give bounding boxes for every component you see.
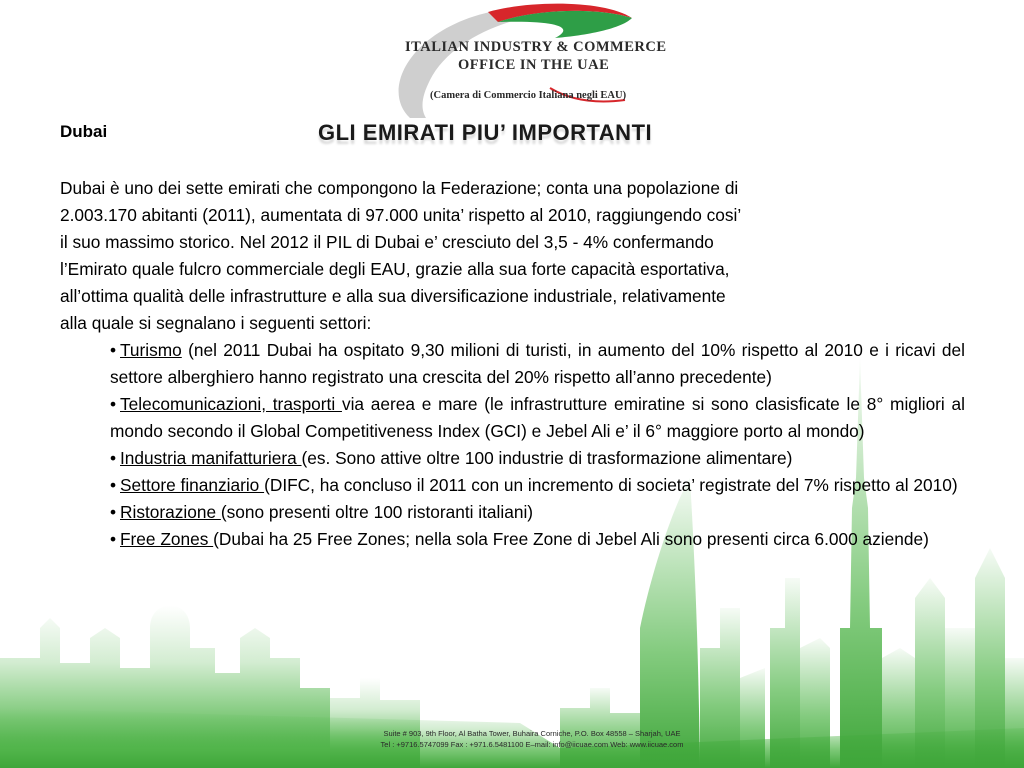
footer-contacts [0,728,1024,750]
bullet-text: (es. Sono attive oltre 100 industrie di trasformazione alimentare) [301,448,793,468]
footer-address: Suite # 903, 9th Floor, Al Batha Tower, Buhaira Corniche, P.O. Box 48558 – Sharjah, UAE [383,729,681,738]
sector-list [110,337,965,553]
intro-line: alla quale si segnalano i seguenti settori: [60,312,372,333]
slide-title: GLI EMIRATI PIU’ IMPORTANTI [318,120,653,145]
bullet-term: Settore finanziario [120,475,265,495]
bullet-marker: • [110,394,117,414]
bullet-text: (Dubai ha 25 Free Zones; nella sola Free Zone di Jebel Ali sono presenti circa 6.000 aziende) [213,529,929,549]
list-item [110,445,965,472]
bullet-marker: • [110,475,117,495]
list-item [110,472,965,499]
intro-line: l’Emirato quale fulcro commerciale degli EAU, grazie alla sua forte capacità esportativa, [60,258,730,279]
footer-contact-line: Tel : +9716.5747099 Fax : +971.6.5481100 E–mail: info@iicuae.com Web: www.iicuae.com [380,740,684,749]
bullet-term: Industria manifatturiera [120,448,302,468]
bullet-text: via aerea e mare (le infrastrutture emiratine si sono clasisficate le 8° migliori al mondo secondo il Global Competitiveness Index (GCI) e Jebel Ali e’ il 6° maggiore porto al mondo) [110,394,965,441]
list-item [110,391,965,445]
list-item [110,337,965,391]
intro-line: all’ottima qualità delle infrastrutture e alla sua diversificazione industriale, relativamente [60,285,726,306]
list-item [110,499,965,526]
intro-line: 2.003.170 abitanti (2011), aumentata di 97.000 unita’ rispetto al 2010, raggiungendo cosi’ [60,204,742,225]
bullet-term: Free Zones [120,529,214,549]
bullet-marker: • [110,502,117,522]
section-label: Dubai [60,122,108,141]
list-item [110,526,965,553]
bullet-text: (sono presenti oltre 100 ristoranti italiani) [220,502,534,522]
bullet-marker: • [110,340,117,360]
bullet-marker: • [110,448,117,468]
bullet-text: (nel 2011 Dubai ha ospitato 9,30 milioni di turisti, in aumento del 10% rispetto al 2010 e i ricavi del settore alberghiero hanno registrato una crescita del 20% rispetto all’anno precedente) [110,340,965,387]
bullet-term: Telecomunicazioni, trasporti [120,394,342,414]
bullet-marker: • [110,529,117,549]
intro-line: il suo massimo storico. Nel 2012 il PIL di Dubai e’ cresciuto del 3,5 - 4% confermando [60,231,714,252]
logo-text-line1: ITALIAN INDUSTRY & COMMERCE [405,39,667,55]
intro-paragraph [60,175,960,336]
intro-line: Dubai è uno dei sette emirati che compongono la Federazione; conta una popolazione di [60,178,739,198]
logo-text-line3: (Camera di Commercio Italiana negli EAU) [430,90,627,101]
bullet-text: (DIFC, ha concluso il 2011 con un incremento di societa’ registrate del 7% rispetto al 2010) [264,475,958,495]
logo-text-line2: OFFICE IN THE UAE [458,57,610,73]
bullet-term: Ristorazione [120,502,221,522]
bullet-term: Turismo [120,340,182,360]
